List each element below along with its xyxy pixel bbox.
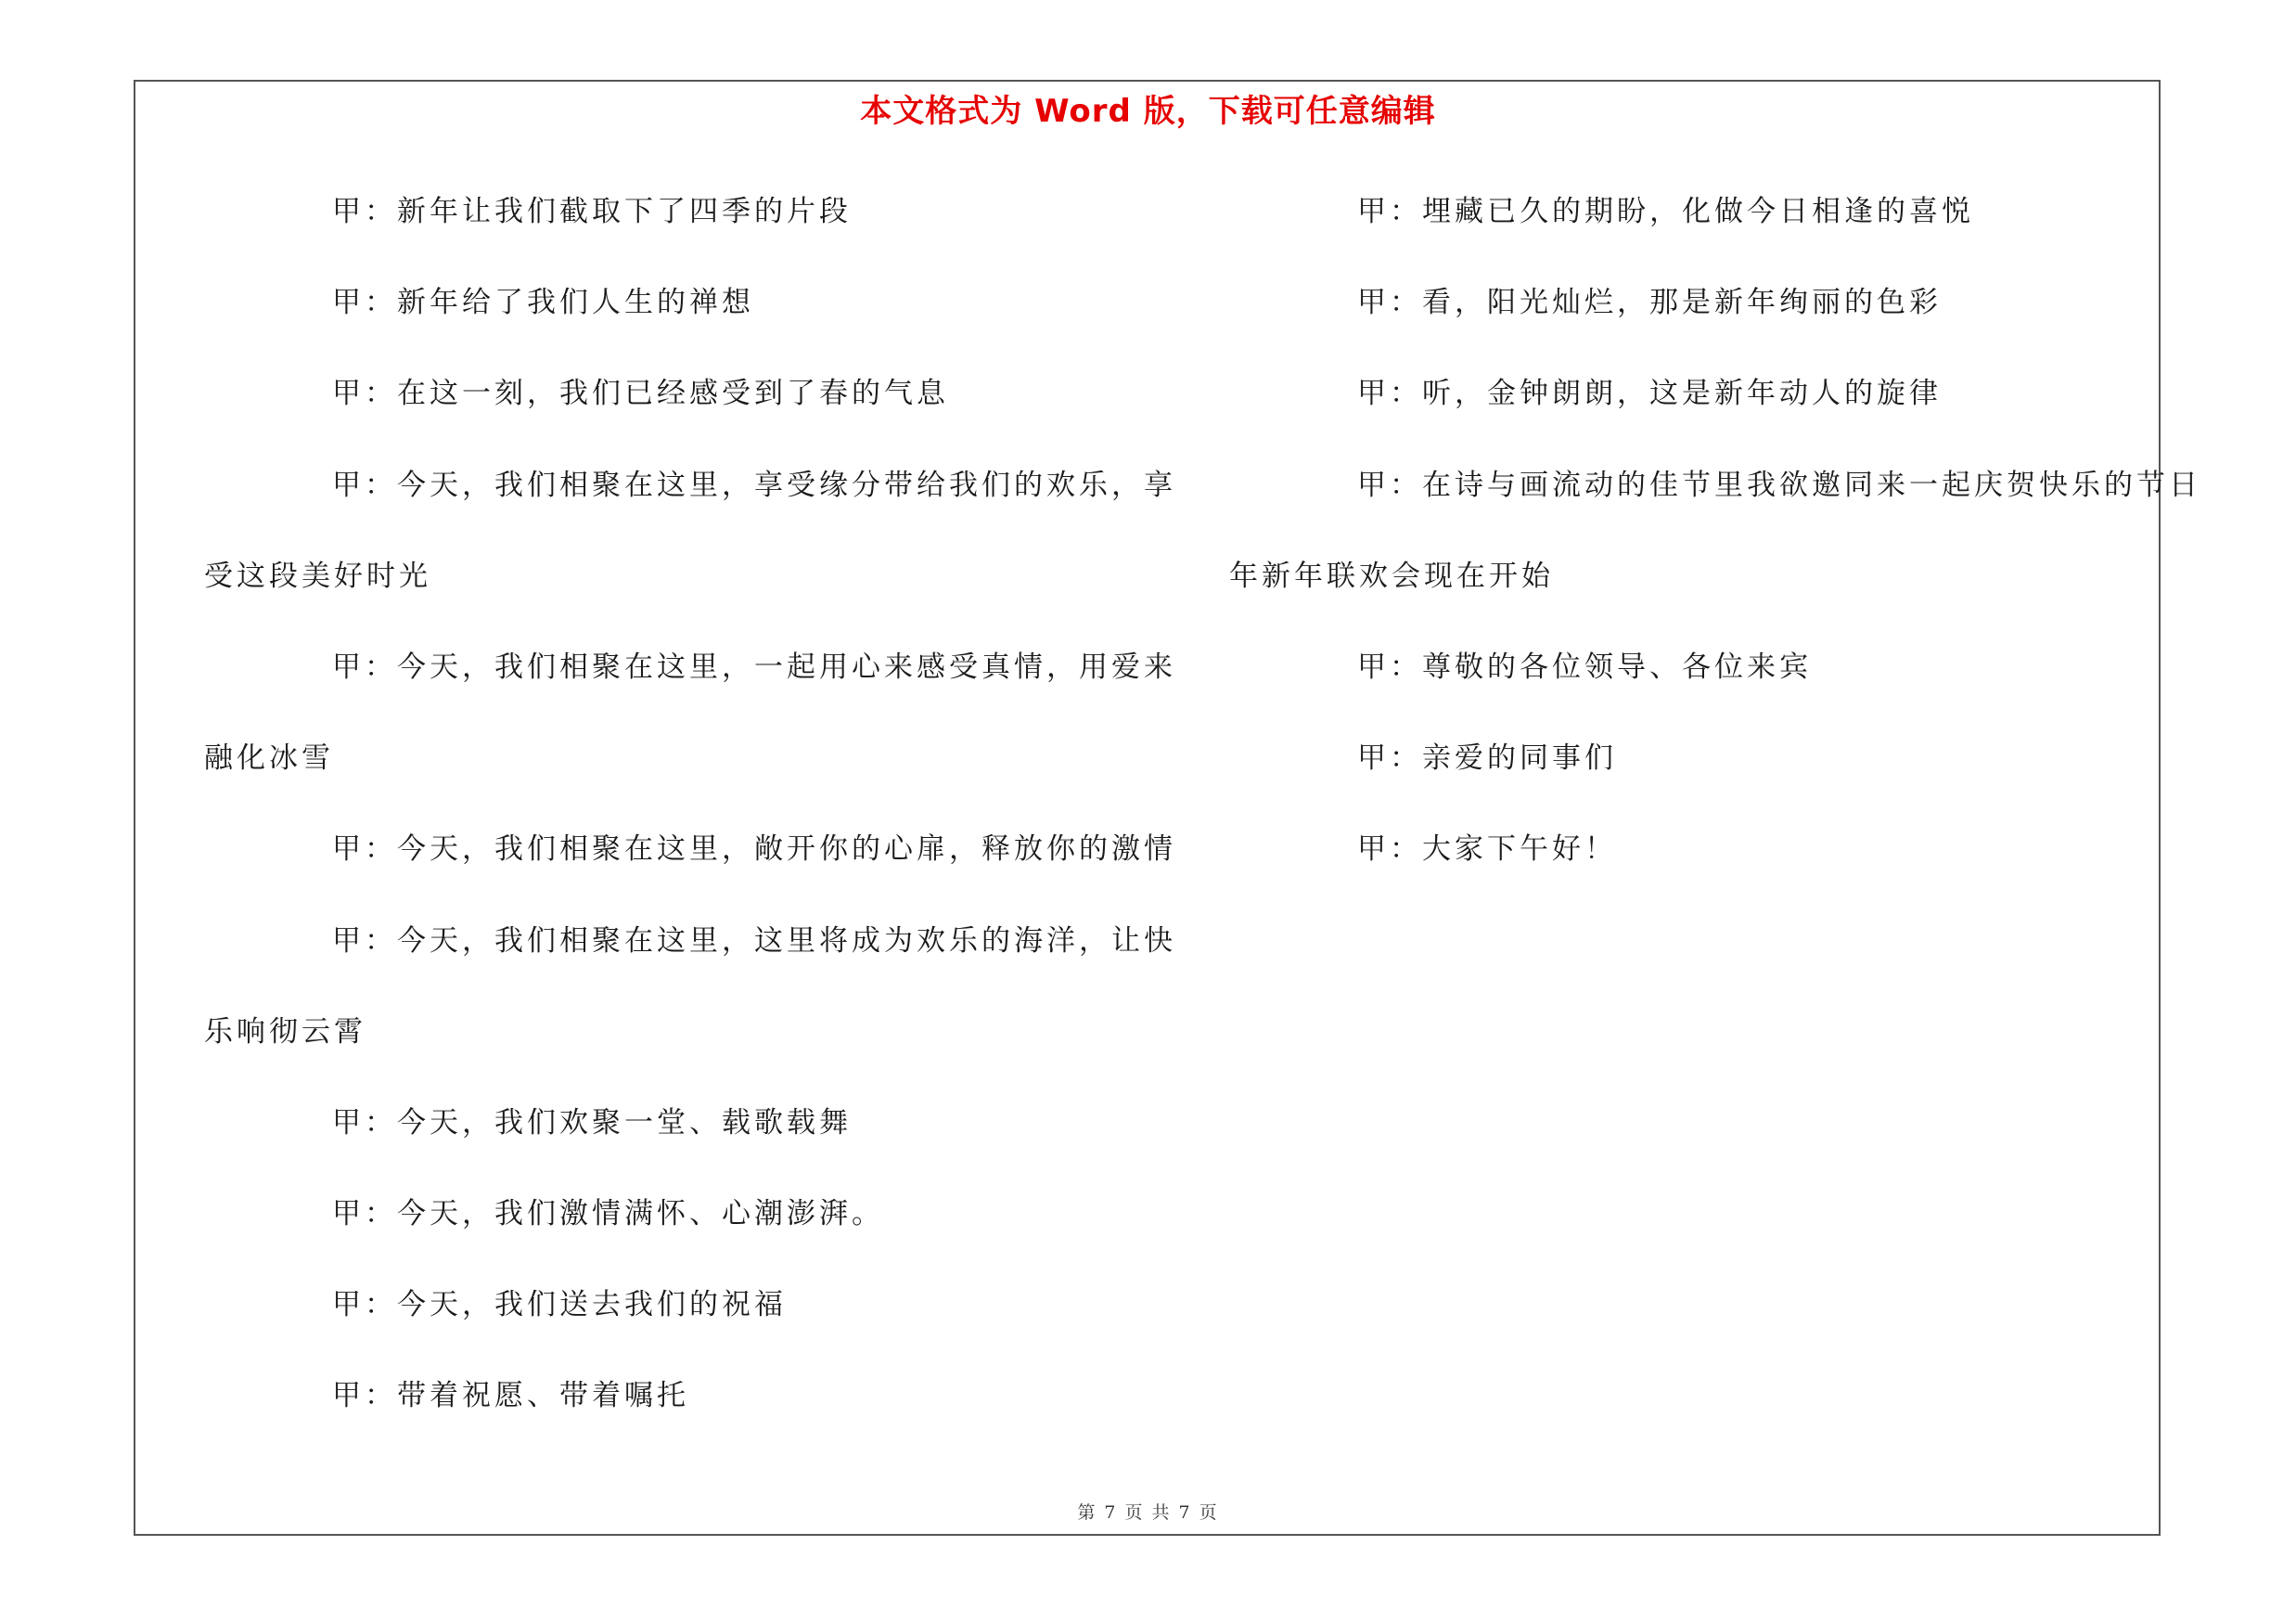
text-line: 甲：今天，我们相聚在这里，这里将成为欢乐的海洋，让快 — [332, 923, 1176, 958]
text-line: 甲：埋藏已久的期盼，化做今日相逢的喜悦 — [1357, 195, 1974, 228]
left-text-column — [204, 183, 1176, 1459]
text-line: 甲：在诗与画流动的佳节里我欲邀同来一起庆贺快乐的节日 — [1357, 468, 2201, 502]
text-line: 甲：今天，我们送去我们的祝福 — [332, 1288, 787, 1322]
text-line: 甲：今天，我们相聚在这里，享受缘分带给我们的欢乐，享 — [332, 468, 1176, 502]
text-line-continuation: 年新年联欢会现在开始 — [1229, 559, 1554, 593]
format-notice-banner: 本文格式为 Word 版，下载可任意编辑 — [860, 93, 1436, 130]
page-number-footer: 第 7 页 共 7 页 — [1077, 1502, 1219, 1523]
text-line: 甲：在这一刻，我们已经感受到了春的气息 — [332, 377, 949, 411]
text-line-continuation: 受这段美好时光 — [204, 559, 431, 593]
text-line: 甲：亲爱的同事们 — [1357, 741, 1617, 776]
text-line: 甲：今天，我们激情满怀、心潮澎湃。 — [332, 1197, 884, 1231]
text-line: 甲：带着祝愿、带着嘱托 — [332, 1379, 689, 1413]
text-line: 甲：新年给了我们人生的禅想 — [332, 286, 754, 320]
text-line: 甲：尊敬的各位领导、各位来宾 — [1357, 650, 1812, 684]
right-text-column — [1229, 183, 2201, 912]
text-line-continuation: 乐响彻云霄 — [204, 1014, 366, 1049]
text-line: 甲：听，金钟朗朗，这是新年动人的旋律 — [1357, 377, 1942, 411]
text-line: 甲：新年让我们截取下了四季的片段 — [332, 195, 852, 228]
text-line: 甲：今天，我们相聚在这里，敞开你的心扉，释放你的激情 — [332, 832, 1176, 867]
text-line: 甲：今天，我们相聚在这里，一起用心来感受真情，用爱来 — [332, 650, 1176, 684]
text-line: 甲：大家下午好！ — [1357, 832, 1617, 867]
text-line: 甲：看，阳光灿烂，那是新年绚丽的色彩 — [1357, 286, 1942, 320]
text-line: 甲：今天，我们欢聚一堂、载歌载舞 — [332, 1105, 852, 1140]
text-line-continuation: 融化冰雪 — [204, 741, 334, 776]
